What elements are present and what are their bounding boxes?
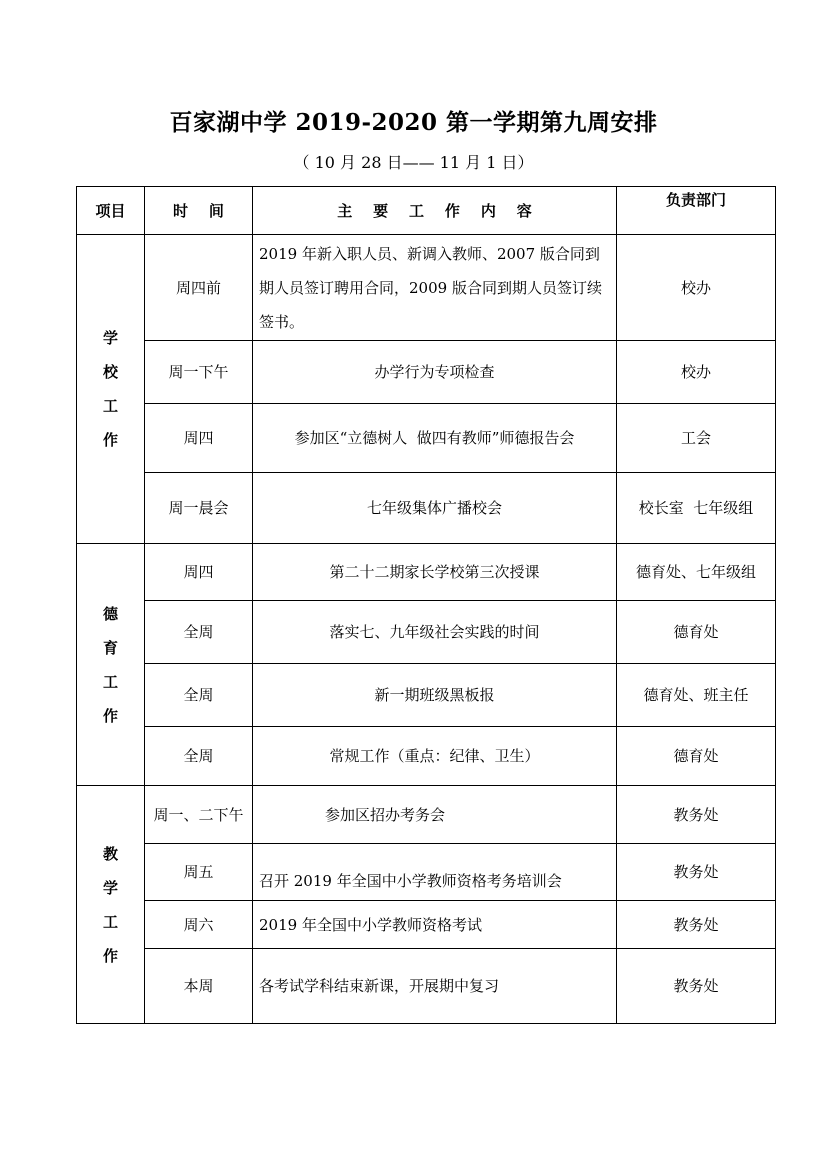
time-cell: 全周: [145, 601, 253, 664]
content-cell: 2019 年新入职人员、新调入教师、2007 版合同到期人员签订聘用合同，2009 版合同到期人员签订续签书。: [253, 235, 617, 341]
table-row: [77, 341, 776, 404]
table-row: [77, 901, 776, 949]
content-cell: 参加区招办考务会: [253, 786, 617, 844]
time-cell: 周六: [145, 901, 253, 949]
table-row: [77, 727, 776, 786]
content-cell: 七年级集体广播校会: [253, 473, 617, 544]
content-cell: 新一期班级黑板报: [253, 664, 617, 727]
content-cell: 办学行为专项检查: [253, 341, 617, 404]
table-row: [77, 664, 776, 727]
dept-cell: 教务处: [617, 786, 776, 844]
table-row: [77, 786, 776, 844]
header-dept: 负责部门: [617, 187, 776, 235]
dept-cell: 德育处: [617, 601, 776, 664]
table-row: [77, 844, 776, 901]
content-cell: 常规工作（重点：纪律、卫生）: [253, 727, 617, 786]
dept-cell: 德育处、七年级组: [617, 544, 776, 601]
page-title: 百家湖中学 2019-2020 第一学期第九周安排: [169, 109, 658, 136]
dept-cell: 教务处: [617, 901, 776, 949]
time-cell: 周四前: [145, 235, 253, 341]
table-header-row: [77, 187, 776, 235]
dept-cell: 德育处、班主任: [617, 664, 776, 727]
time-cell: 全周: [145, 727, 253, 786]
table-row: [77, 601, 776, 664]
table-row: [77, 473, 776, 544]
time-cell: 周一晨会: [145, 473, 253, 544]
dept-cell: 工会: [617, 404, 776, 473]
dept-cell: 校办: [617, 235, 776, 341]
content-cell: 落实七、九年级社会实践的时间: [253, 601, 617, 664]
content-cell: 2019 年全国中小学教师资格考试: [253, 901, 617, 949]
content-cell: 参加区“立德树人 做四有教师”师德报告会: [253, 404, 617, 473]
header-content: 主 要 工 作 内 容: [253, 187, 617, 235]
dept-cell: 教务处: [617, 949, 776, 1024]
table-row: [77, 544, 776, 601]
time-cell: 周四: [145, 544, 253, 601]
header-time: 时 间: [145, 187, 253, 235]
category-teaching-work: 教 学 工 作: [77, 786, 145, 1024]
content-cell: 各考试学科结束新课，开展期中复习: [253, 949, 617, 1024]
table-row: [77, 404, 776, 473]
time-cell: 周一、二下午: [145, 786, 253, 844]
date-range: （ 10 月 28 日—— 11 月 1 日）: [293, 153, 534, 172]
dept-cell: 德育处: [617, 727, 776, 786]
content-cell: 召开 2019 年全国中小学教师资格考务培训会: [253, 844, 617, 901]
category-moral-education: 德 育 工 作: [77, 544, 145, 786]
time-cell: 周五: [145, 844, 253, 901]
time-cell: 全周: [145, 664, 253, 727]
category-school-work: 学 校 工 作: [77, 235, 145, 544]
time-cell: 本周: [145, 949, 253, 1024]
table-row: [77, 235, 776, 341]
dept-cell: 教务处: [617, 844, 776, 901]
table-row: [77, 949, 776, 1024]
dept-cell: 校长室 七年级组: [617, 473, 776, 544]
schedule-table: [76, 186, 776, 1024]
header-item: 项目: [77, 187, 145, 235]
dept-cell: 校办: [617, 341, 776, 404]
time-cell: 周一下午: [145, 341, 253, 404]
content-cell: 第二十二期家长学校第三次授课: [253, 544, 617, 601]
time-cell: 周四: [145, 404, 253, 473]
